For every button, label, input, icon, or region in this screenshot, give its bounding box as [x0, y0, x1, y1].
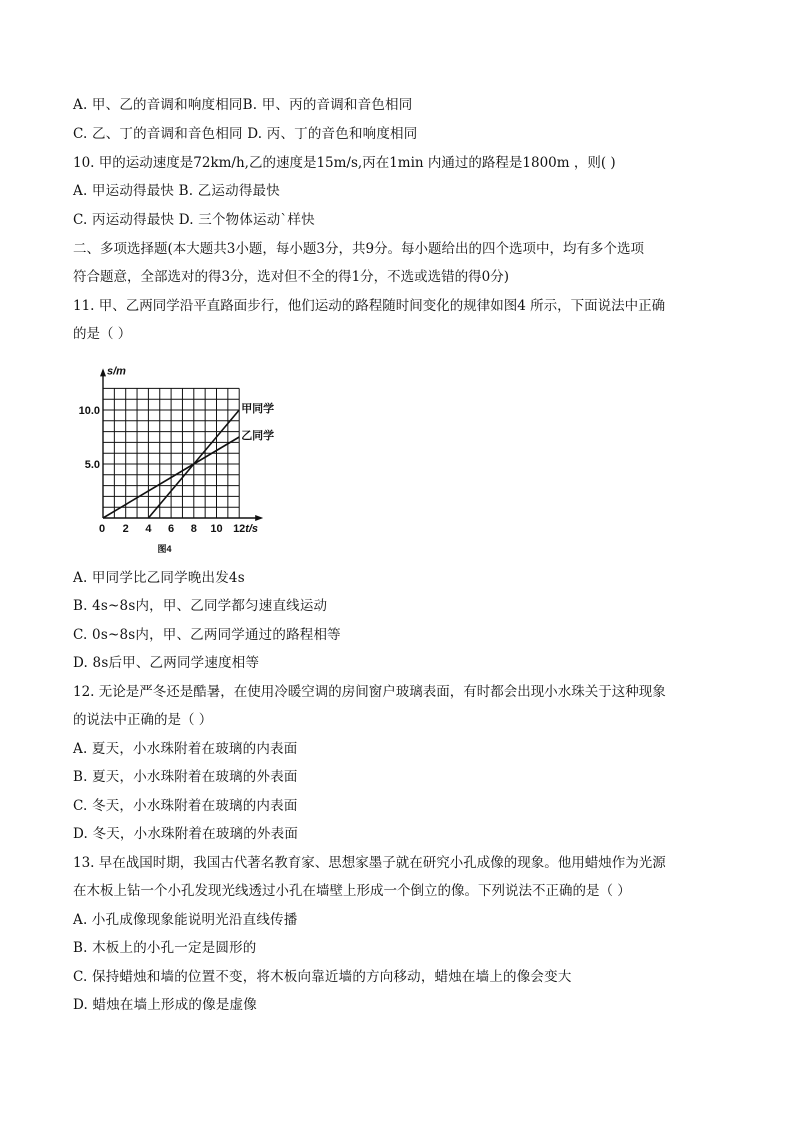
section2-heading-line2: 符合题意，全部选对的得3分，选对但不全的得1分，不选或选错的得0分) — [73, 269, 510, 285]
q13-option-a: A. 小孔成像现象能说明光沿直线传播 — [73, 912, 298, 928]
figure-caption: 图4 — [157, 544, 172, 554]
y-tick-label: 10.0 — [78, 405, 100, 417]
q12-option-b: B. 夏天，小水珠附着在玻璃的外表面 — [73, 769, 298, 785]
q13-option-b: B. 木板上的小孔一定是圆形的 — [73, 940, 257, 956]
q12-option-a: A. 夏天，小水珠附着在玻璃的内表面 — [73, 741, 298, 757]
q11-option-b: B. 4s~8s内，甲、乙同学都匀速直线运动 — [73, 598, 328, 614]
x-tick-label: 12 — [233, 523, 246, 535]
series-label-yi: 乙同学 — [241, 430, 275, 442]
q10-option-cd: C. 丙运动得最快 D. 三个物体运动`样快 — [73, 212, 315, 228]
y-tick-label: 5.0 — [84, 459, 100, 471]
q11-stem-line1: 11. 甲、乙两同学沿平直路面步行，他们运动的路程随时间变化的规律如图4 所示，下面说法中正确 — [73, 298, 666, 314]
x-tick-label: 10 — [210, 523, 223, 535]
q9-option-ab: A. 甲、乙的音调和响度相同B. 甲、丙的音调和音色相同 — [73, 97, 413, 113]
x-tick-label: 6 — [168, 523, 175, 535]
q12-stem-line2: 的说法中正确的是（ ） — [73, 712, 213, 728]
y-axis-label: s/m — [107, 365, 126, 378]
q9-option-cd: C. 乙、丁的音调和音色相同 D. 丙、丁的音色和响度相同 — [73, 126, 418, 142]
q11-option-d: D. 8s后甲、乙两同学速度相等 — [73, 655, 260, 671]
origin-label: 0 — [99, 523, 106, 535]
q10-option-ab: A. 甲运动得最快 B. 乙运动得最快 — [73, 183, 280, 199]
x-tick-label: 2 — [122, 523, 129, 535]
q10-stem: 10. 甲的运动速度是72km/h,乙的速度是15m/s,丙在1min 内通过的路程是1800m ，则( ) — [73, 155, 616, 171]
q13-option-c: C. 保持蜡烛和墙的位置不变，将木板向靠近墙的方向移动，蜡烛在墙上的像会变大 — [73, 969, 572, 985]
q13-stem-line1: 13. 早在战国时期，我国古代著名教育家、思想家墨子就在研究小孔成像的现象。他用蜡烛作为光源 — [73, 855, 666, 871]
x-axis-label: t/s — [245, 523, 259, 535]
q12-stem-line1: 12. 无论是严冬还是酷暑，在使用冷暖空调的房间窗户玻璃表面，有时都会出现小水珠关于这种现象 — [73, 684, 666, 700]
x-tick-label: 8 — [190, 523, 197, 535]
q11-stem-line2: 的是（ ） — [73, 326, 132, 342]
series-label-jia: 甲同学 — [241, 403, 275, 415]
q13-stem-line2: 在木板上钻一个小孔发现光线透过小孔在墙壁上形成一个倒立的像。下列说法不正确的是（ ） — [73, 883, 631, 899]
y-axis-arrow-icon — [100, 368, 106, 376]
x-axis-arrow-icon — [255, 515, 263, 521]
graph-grid — [103, 388, 239, 518]
x-tick-label: 4 — [145, 523, 152, 535]
q11-option-a: A. 甲同学比乙同学晚出发4s — [73, 570, 245, 586]
q11-option-c: C. 0s~8s内，甲、乙两同学通过的路程相等 — [73, 627, 341, 643]
q12-option-c: C. 冬天，小水珠附着在玻璃的内表面 — [73, 798, 298, 814]
q12-option-d: D. 冬天，小水珠附着在玻璃的外表面 — [73, 826, 299, 842]
figure4-graph — [78, 350, 310, 560]
section2-heading-line1: 二、多项选择题(本大题共3小题，每小题3分，共9分。每小题给出的四个选项中，均有多个选项 — [73, 241, 645, 257]
q13-option-d: D. 蜡烛在墙上形成的像是虚像 — [73, 997, 257, 1013]
